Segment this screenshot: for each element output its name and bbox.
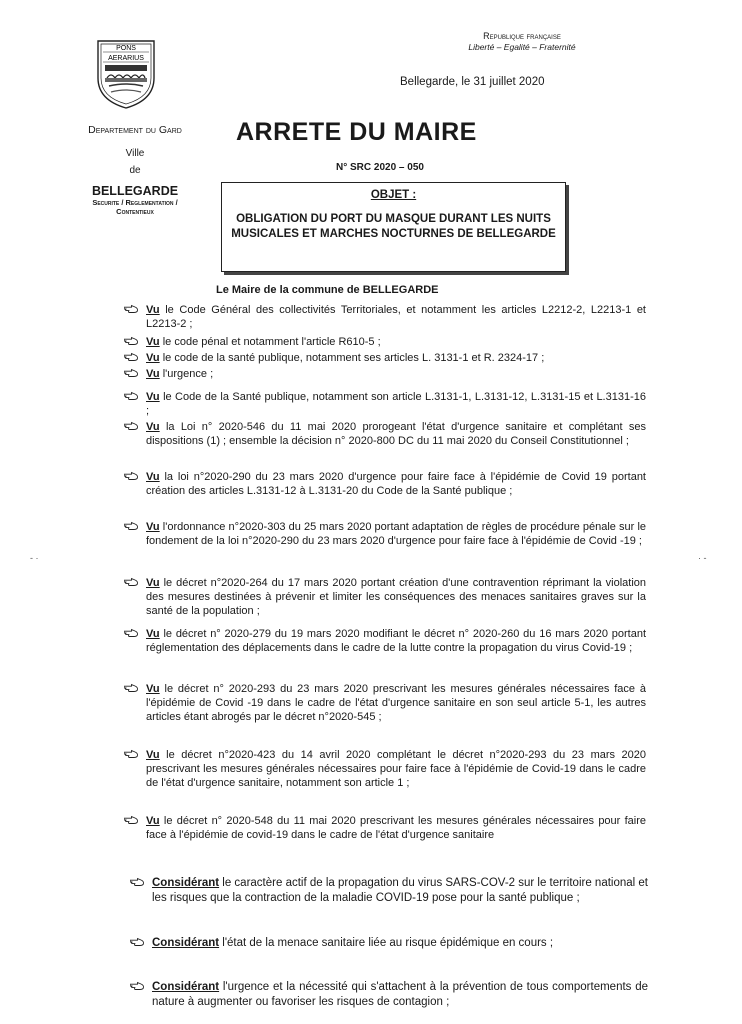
vu-clause	[146, 748, 646, 791]
clause-text: le décret n° 2020-279 du 19 mars 2020 modifiant le décret n° 2020-260 du 16 mars 2020 portant réglementation des déplacements dans le cadre de la lutte contre la propagation du virus Covid-19 ;	[146, 628, 646, 655]
vu-clause	[146, 520, 646, 548]
pointing-hand-icon	[130, 981, 144, 991]
clause-keyword: Vu	[146, 628, 160, 640]
vu-clause	[146, 470, 646, 498]
clause-keyword: Considérant	[152, 937, 220, 949]
clause-keyword: Vu	[146, 304, 160, 316]
clause-keyword: Vu	[146, 471, 160, 483]
department-label: Departement du Gard	[88, 124, 182, 136]
municipal-header	[50, 124, 220, 216]
clause-keyword: Vu	[146, 683, 160, 695]
mayor-line: Le Maire de la commune de BELLEGARDE	[216, 284, 439, 296]
vu-clause	[146, 367, 646, 381]
logo-line1: PONS	[116, 45, 136, 52]
pointing-hand-icon	[124, 391, 138, 401]
clause-text: le Code Général des collectivités Territoriales, et notamment les articles L2212-2, L2213-1 et L2213-2 ;	[146, 304, 646, 331]
pointing-hand-icon	[124, 352, 138, 362]
considerant-clause	[152, 980, 648, 1010]
pointing-hand-icon	[130, 877, 144, 887]
considerant-clause	[152, 936, 648, 951]
town-crest-logo	[95, 38, 157, 110]
clause-text: le Code de la Santé publique, notamment son article L.3131-1, L.3131-12, L.3131-15 et L.3131-16 ;	[146, 391, 646, 418]
clause-keyword: Vu	[146, 336, 160, 348]
city-name: BELLEGARDE	[91, 184, 179, 198]
clause-text: l'urgence ;	[159, 368, 214, 380]
clause-text: le décret n°2020-423 du 14 avril 2020 complétant le décret n°2020-293 du 23 mars 2020 prescrivant les mesures générales nécessaires pour faire face à l'épidémie de Covid-19 dans le cadre de l'état d'urgence sanitaire, notamment son article 1 ;	[146, 749, 646, 790]
clause-keyword: Vu	[146, 421, 160, 433]
vu-clause	[146, 335, 646, 349]
clause-text: le caractère actif de la propagation du virus SARS-COV-2 sur le territoire national et les risques que la contraction de la maladie COVID-19 pose pour la santé publique ;	[152, 877, 648, 904]
pointing-hand-icon	[124, 421, 138, 431]
pointing-hand-icon	[124, 304, 138, 314]
pointing-hand-icon	[124, 521, 138, 531]
vu-clause	[146, 351, 646, 365]
object-heading: OBJET :	[370, 189, 417, 201]
clause-text: l'ordonnance n°2020-303 du 25 mars 2020 portant adaptation de règles de procédure pénale sur le fondement de la loi n°2020-290 du 23 mars 2020 d'urgence pour faire face à l'épidémie de Covid -19 ;	[146, 521, 646, 548]
clause-text: la loi n°2020-290 du 23 mars 2020 d'urgence pour faire face à l'épidémie de Covid 19 portant création des articles L.3131-12 à L.3131-20 du Code de la Santé publique ;	[146, 471, 646, 498]
pointing-hand-icon	[130, 937, 144, 947]
clause-text: le décret n° 2020-548 du 11 mai 2020 prescrivant les mesures générales nécessaires pour faire face à l'épidémie de covid-19 dans le cadre de l'état d'urgence sanitaire	[146, 815, 646, 842]
republic-header	[452, 31, 592, 53]
republic-label: Republique française	[483, 31, 561, 41]
clause-keyword: Vu	[146, 391, 160, 403]
vu-clause	[146, 627, 646, 655]
service-line1: Securite / Reglementation /	[92, 198, 178, 207]
vu-clause	[146, 814, 646, 842]
clause-text: le code de la santé publique, notamment ses articles L. 3131-1 et R. 2324-17 ;	[159, 352, 545, 364]
clause-keyword: Vu	[146, 749, 160, 761]
de-label: de	[129, 165, 141, 176]
clause-keyword: Considérant	[152, 981, 220, 993]
clause-keyword: Vu	[146, 368, 160, 380]
pointing-hand-icon	[124, 368, 138, 378]
scan-mark-right: · -	[698, 553, 707, 563]
place-date: Bellegarde, le 31 juillet 2020	[400, 76, 545, 88]
vu-clause	[146, 576, 646, 619]
clause-keyword: Considérant	[152, 877, 220, 889]
pointing-hand-icon	[124, 471, 138, 481]
considerant-clause	[152, 876, 648, 906]
clause-keyword: Vu	[146, 521, 160, 533]
scan-mark-left: - ·	[30, 553, 39, 563]
decree-reference: N° SRC 2020 – 050	[336, 162, 424, 173]
republic-motto: Liberté – Egalité – Fraternité	[468, 42, 576, 52]
pointing-hand-icon	[124, 749, 138, 759]
vu-clause	[146, 420, 646, 448]
object-box	[221, 182, 566, 272]
page-title: ARRETE DU MAIRE	[236, 118, 477, 146]
pointing-hand-icon	[124, 336, 138, 346]
ville-label: Ville	[125, 148, 145, 159]
service-line2: Contentieux	[116, 207, 154, 216]
vu-clause	[146, 303, 646, 331]
clause-keyword: Vu	[146, 815, 160, 827]
pointing-hand-icon	[124, 683, 138, 693]
pointing-hand-icon	[124, 815, 138, 825]
pointing-hand-icon	[124, 628, 138, 638]
object-text: OBLIGATION DU PORT DU MASQUE DURANT LES NUITS MUSICALES ET MARCHES NOCTURNES DE BELLEGARDE	[231, 213, 556, 240]
pointing-hand-icon	[124, 577, 138, 587]
clause-text: l'urgence et la nécessité qui s'attachent à la prévention de tous comportements de nature à augmenter ou favoriser les risques de contagion ;	[152, 981, 648, 1008]
clause-text: l'état de la menace sanitaire liée au risque épidémique en cours ;	[219, 937, 554, 949]
clause-text: le décret n°2020-264 du 17 mars 2020 portant création d'une contravention réprimant la violation des mesures destinées à prévenir et limiter les conséquences des menaces sanitaires graves sur la santé de la population ;	[146, 577, 646, 618]
clause-text: le code pénal et notamment l'article R610-5 ;	[159, 336, 381, 348]
vu-clause	[146, 682, 646, 725]
clause-text: la Loi n° 2020-546 du 11 mai 2020 prorogeant l'état d'urgence sanitaire et complétant ses dispositions (1) ; ensemble la décision n° 2020-800 DC du 11 mai 2020 du Conseil Constitutionnel ;	[146, 421, 646, 448]
clause-keyword: Vu	[146, 577, 160, 589]
logo-line2: AERARIUS	[108, 55, 144, 62]
vu-clause	[146, 390, 646, 418]
clause-keyword: Vu	[146, 352, 160, 364]
clause-text: le décret n° 2020-293 du 23 mars 2020 prescrivant les mesures générales nécessaires face à l'épidémie de Covid -19 dans le cadre de l'état d'urgence sanitaire en son seul article 5-1, les autres articles étant abrogés par le décret n°2020-545 ;	[146, 683, 646, 724]
